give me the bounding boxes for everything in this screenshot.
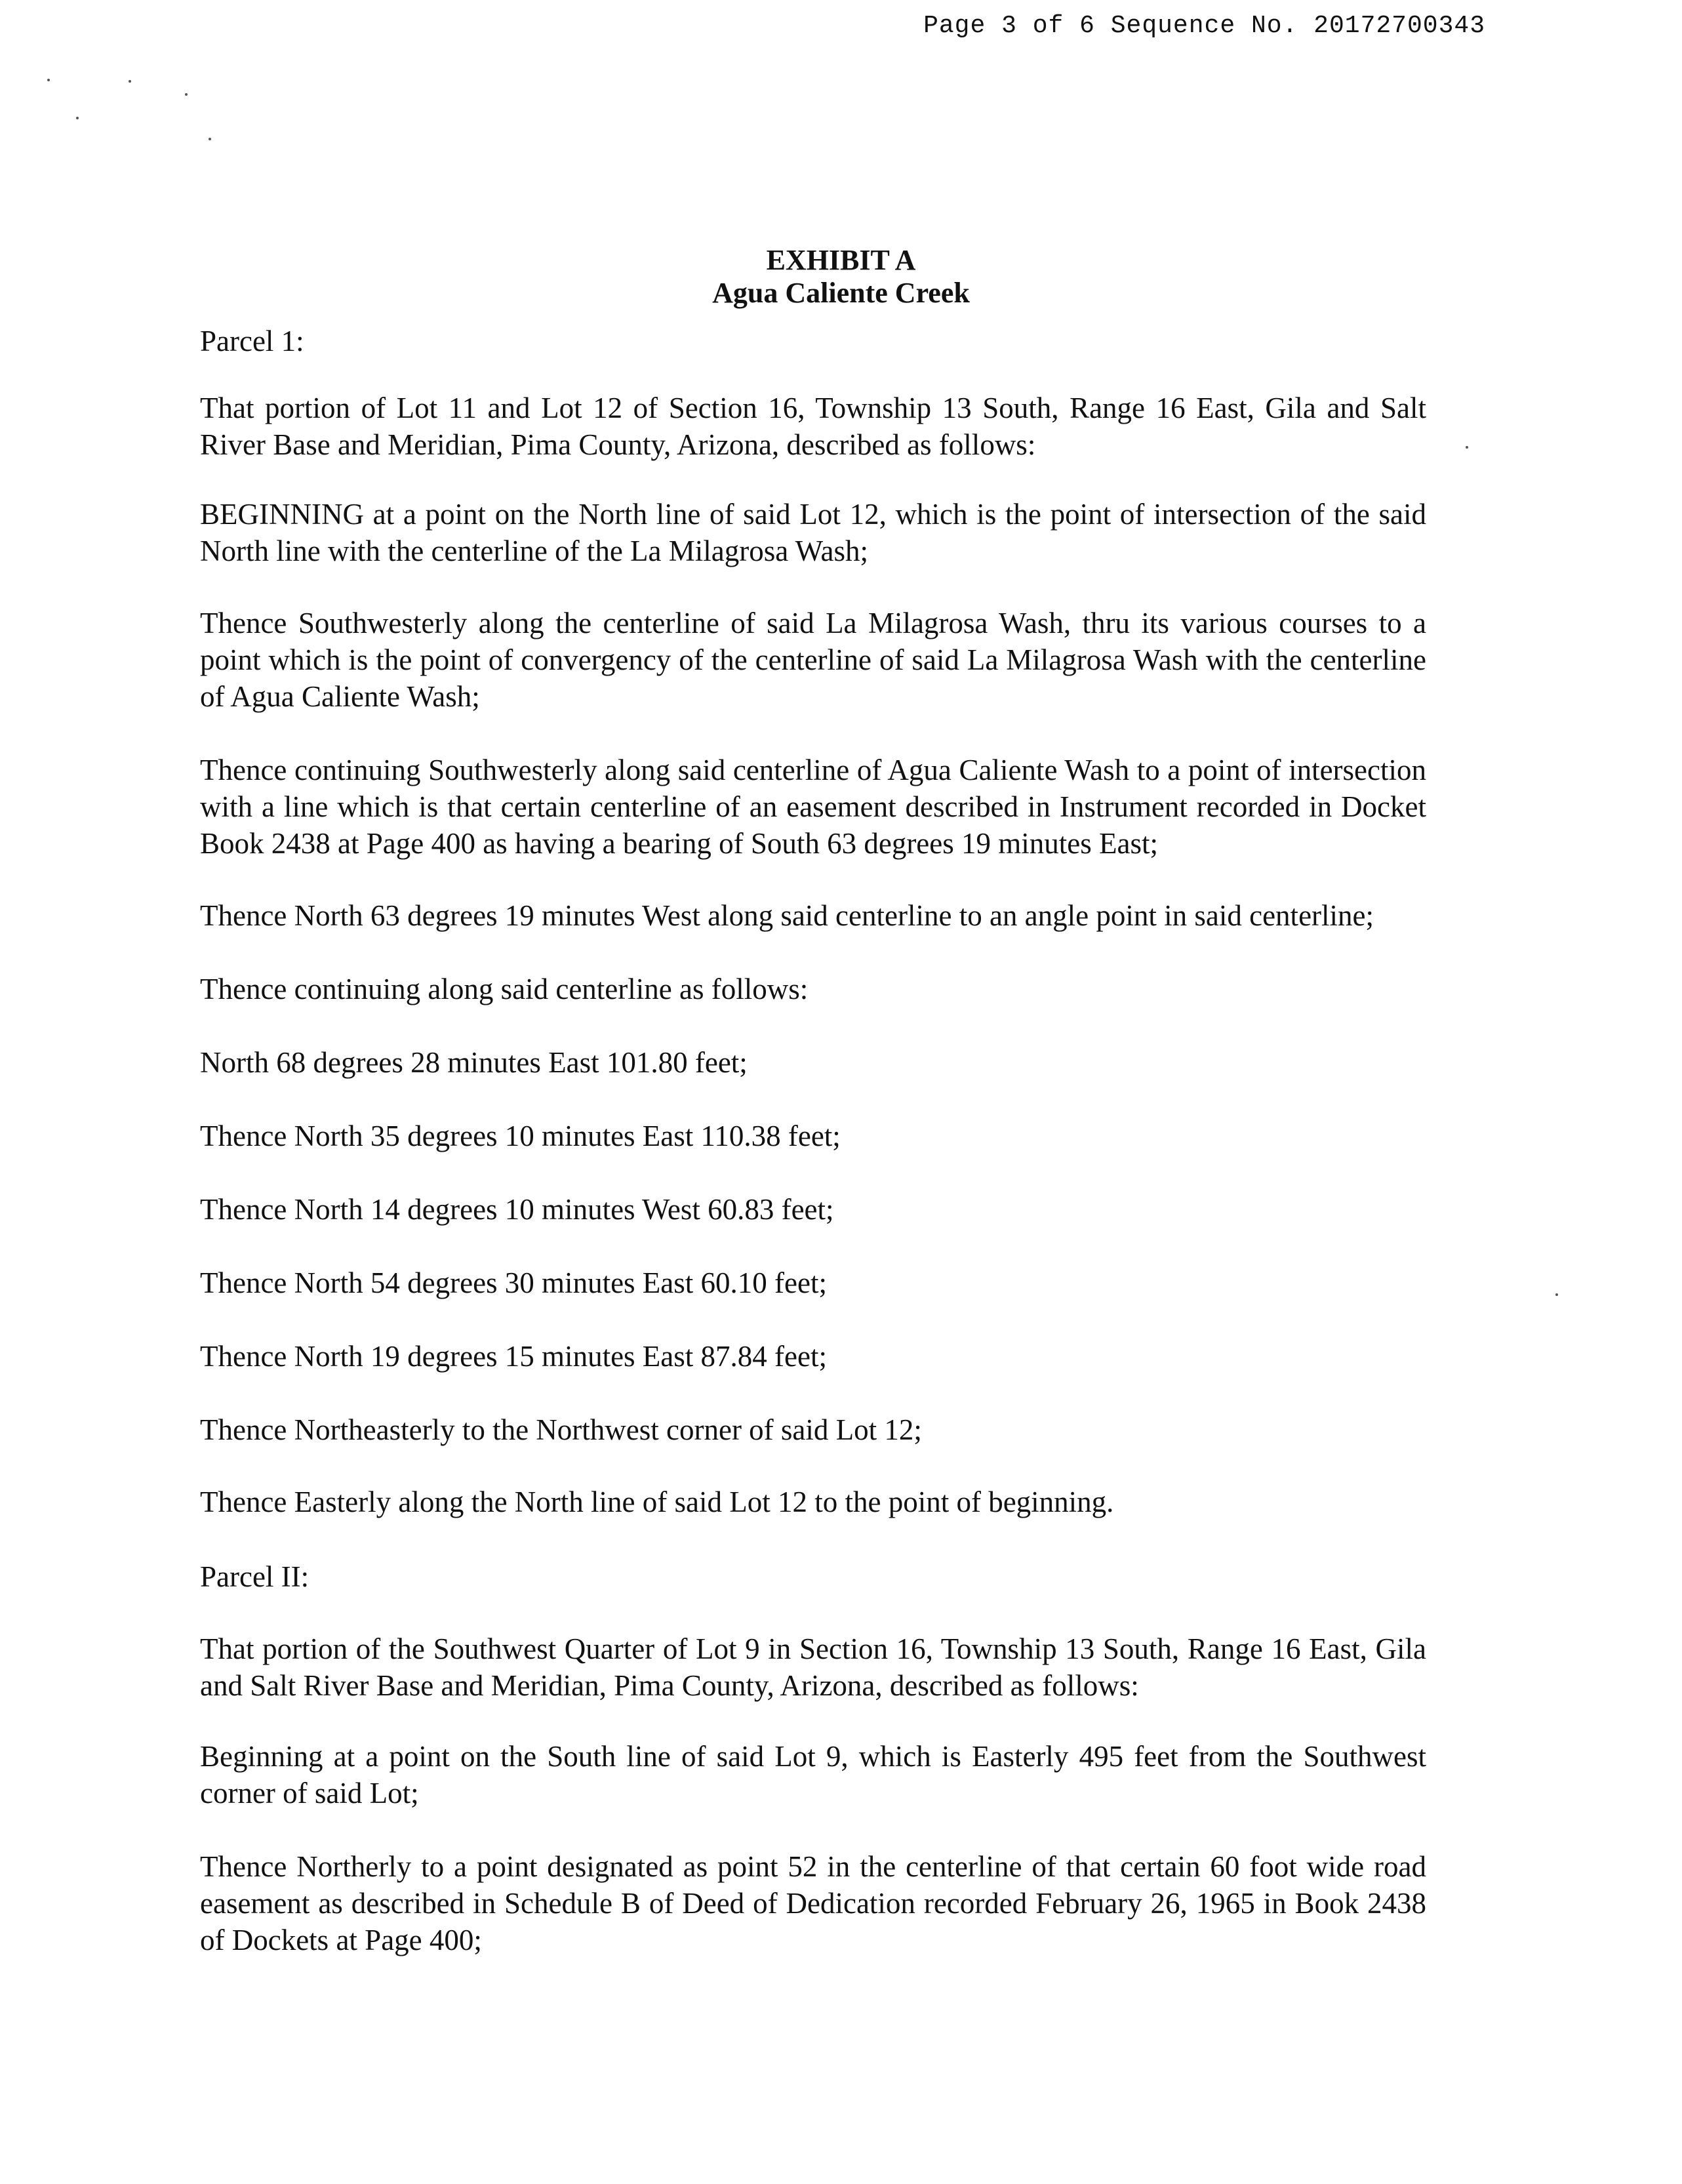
parcel-1-course-5: North 68 degrees 28 minutes East 101.80 feet; <box>200 1046 748 1079</box>
parcel-1-course-10: Thence Northeasterly to the Northwest corner of said Lot 12; <box>200 1413 922 1446</box>
scan-speck <box>47 79 50 81</box>
scan-speck <box>185 93 188 96</box>
parcel-1-course-3: Thence North 63 degrees 19 minutes West along said centerline to an angle point in said centerline; <box>200 899 1374 932</box>
parcel-1-course-2: Thence continuing Southwesterly along said centerline of Agua Caliente Wash to a point of intersection with a line which is that certain centerline of an easement described in Instrument recorded in Docket Book 2438 at Page 400 as having a bearing of South 63 degrees 19 minutes East; <box>200 754 1426 860</box>
scan-speck <box>1555 1293 1558 1296</box>
page-sequence-stamp: Page 3 of 6 Sequence No. 20172700343 <box>923 12 1485 40</box>
exhibit-title-block <box>0 244 1682 310</box>
scan-speck <box>76 117 79 119</box>
parcel-1-heading: Parcel 1: <box>200 325 304 357</box>
parcel-2-intro: That portion of the Southwest Quarter of Lot 9 in Section 16, Township 13 South, Range 16 East, Gila and Salt River Base and Meridian, Pima County, Arizona, described as follows: <box>200 1632 1426 1702</box>
scan-speck <box>209 138 211 140</box>
parcel-1-course-11: Thence Easterly along the North line of said Lot 12 to the point of beginning. <box>200 1486 1114 1518</box>
parcel-2-course-1: Thence Northerly to a point designated as point 52 in the centerline of that certain 60 foot wide road easement as described in Schedule B of Deed of Dedication recorded February 26, 1965 in Book 2438 of Dockets at Page 400; <box>200 1850 1426 1956</box>
exhibit-title: EXHIBIT A <box>766 244 916 276</box>
parcel-1-course-1: Thence Southwesterly along the centerline of said La Milagrosa Wash, thru its various courses to a point which is the point of convergency of the centerline of said La Milagrosa Wash with the centerline of Agua Caliente Wash; <box>200 607 1426 713</box>
parcel-2-beginning: Beginning at a point on the South line of said Lot 9, which is Easterly 495 feet from the Southwest corner of said Lot; <box>200 1740 1426 1810</box>
scan-speck <box>1466 446 1468 449</box>
parcel-2-heading: Parcel II: <box>200 1560 310 1593</box>
exhibit-subtitle: Agua Caliente Creek <box>712 277 970 309</box>
parcel-1-course-4: Thence continuing along said centerline as follows: <box>200 973 809 1005</box>
parcel-1-course-7: Thence North 14 degrees 10 minutes West 60.83 feet; <box>200 1193 834 1226</box>
parcel-1-course-8: Thence North 54 degrees 30 minutes East 60.10 feet; <box>200 1266 827 1299</box>
parcel-1-course-6: Thence North 35 degrees 10 minutes East 110.38 feet; <box>200 1120 841 1152</box>
scan-speck <box>129 80 131 83</box>
parcel-1-beginning: BEGINNING at a point on the North line of said Lot 12, which is the point of intersection of the said North line with the centerline of the La Milagrosa Wash; <box>200 498 1426 567</box>
parcel-1-course-9: Thence North 19 degrees 15 minutes East 87.84 feet; <box>200 1340 827 1373</box>
parcel-1-intro: That portion of Lot 11 and Lot 12 of Section 16, Township 13 South, Range 16 East, Gila and Salt River Base and Meridian, Pima County, Arizona, described as follows: <box>200 392 1426 461</box>
